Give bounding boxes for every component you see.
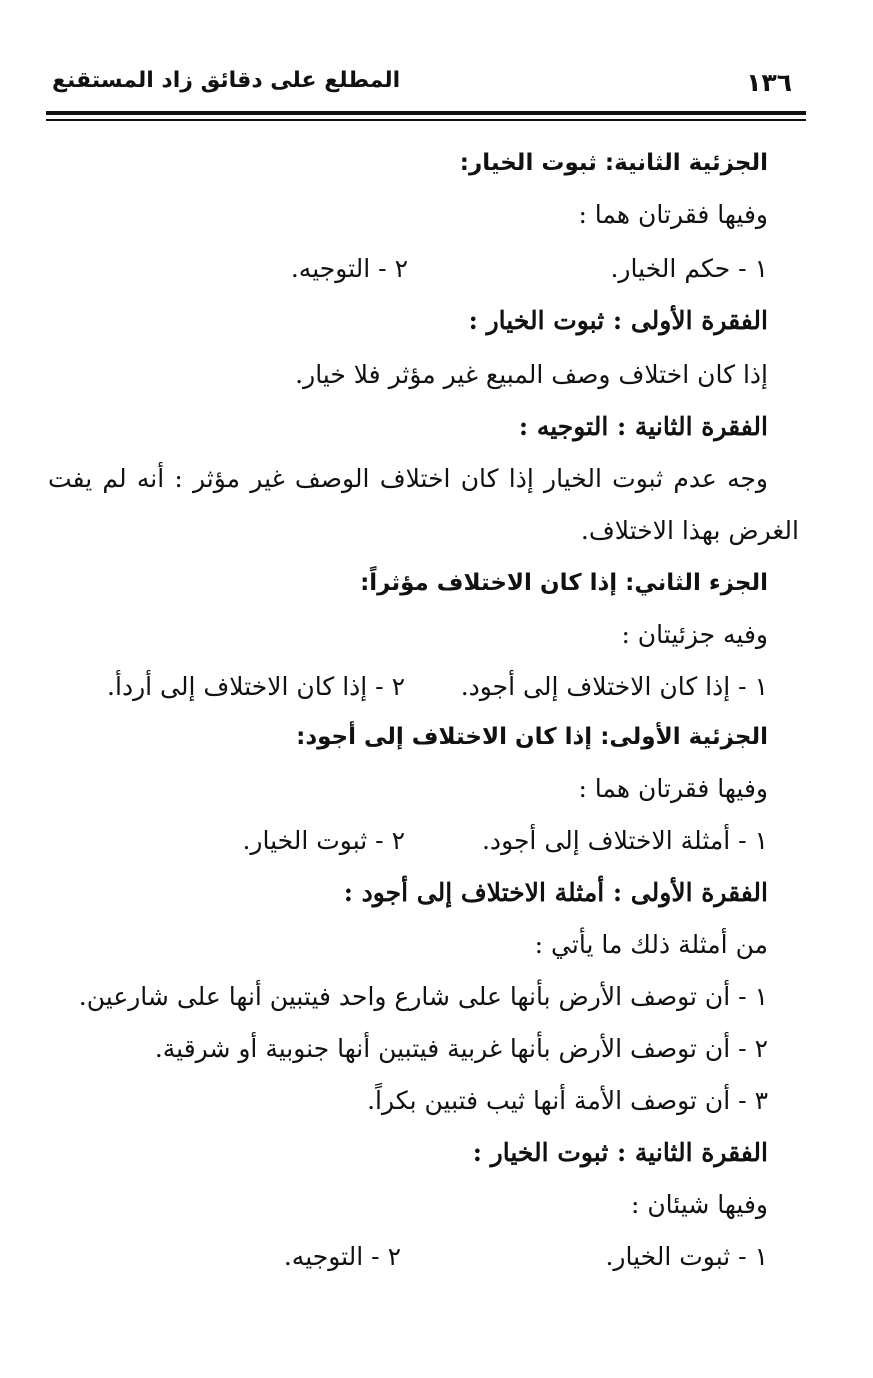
subsection-heading: الجزئية الأولى: إذا كان الاختلاف إلى أجود: — [296, 724, 768, 750]
list-item: ١ - أمثلة الاختلاف إلى أجود. — [481, 826, 768, 855]
list-item: ٢ - إذا كان الاختلاف إلى أردأ. — [107, 672, 405, 701]
list-item: ١ - إذا كان الاختلاف إلى أجود. — [460, 672, 768, 701]
paragraph-heading: الفقرة الأولى : ثبوت الخيار : — [468, 306, 768, 335]
subsection-heading: الجزء الثاني: إذا كان الاختلاف مؤثراً: — [360, 570, 768, 596]
list-item: ٢ - ثبوت الخيار. — [242, 826, 405, 855]
subsection-heading: الجزئية الثانية: ثبوت الخيار: — [459, 150, 768, 176]
paragraph-heading: الفقرة الأولى : أمثلة الاختلاف إلى أجود : — [343, 878, 768, 907]
header-rule-thin — [46, 119, 806, 121]
list-item: ٢ - التوجيه. — [290, 254, 408, 283]
list-item: ٢ - التوجيه. — [283, 1242, 401, 1271]
header-rule-thick — [46, 111, 806, 115]
text-line: إذا كان اختلاف وصف المبيع غير مؤثر فلا خيار. — [295, 360, 768, 389]
text-line: من أمثلة ذلك ما يأتي : — [534, 930, 768, 959]
book-title: المطلع على دقائق زاد المستقنع — [52, 68, 401, 93]
list-item: ١ - ثبوت الخيار. — [605, 1242, 768, 1271]
text-line: وفيها فقرتان هما : — [578, 200, 768, 229]
text-line: وفيها شيئان : — [630, 1190, 768, 1219]
text-line: وجه عدم ثبوت الخيار إذا كان اختلاف الوصف غير مؤثر : أنه لم يفت — [48, 464, 768, 493]
list-item: ١ - أن توصف الأرض بأنها على شارع واحد فيتبين أنها على شارعين. — [78, 982, 768, 1011]
page-number: ١٣٦ — [746, 68, 792, 97]
page-header — [46, 68, 806, 112]
text-line: الغرض بهذا الاختلاف. — [580, 516, 799, 545]
list-item: ٢ - أن توصف الأرض بأنها غربية فيتبين أنها جنوبية أو شرقية. — [154, 1034, 768, 1063]
paragraph-heading: الفقرة الثانية : التوجيه : — [518, 412, 768, 441]
list-item: ١ - حكم الخيار. — [610, 254, 768, 283]
text-line: وفيه جزئيتان : — [621, 620, 768, 649]
paragraph-heading: الفقرة الثانية : ثبوت الخيار : — [472, 1138, 768, 1167]
list-item: ٣ - أن توصف الأمة أنها ثيب فتبين بكراً. — [367, 1086, 768, 1115]
text-line: وفيها فقرتان هما : — [578, 774, 768, 803]
